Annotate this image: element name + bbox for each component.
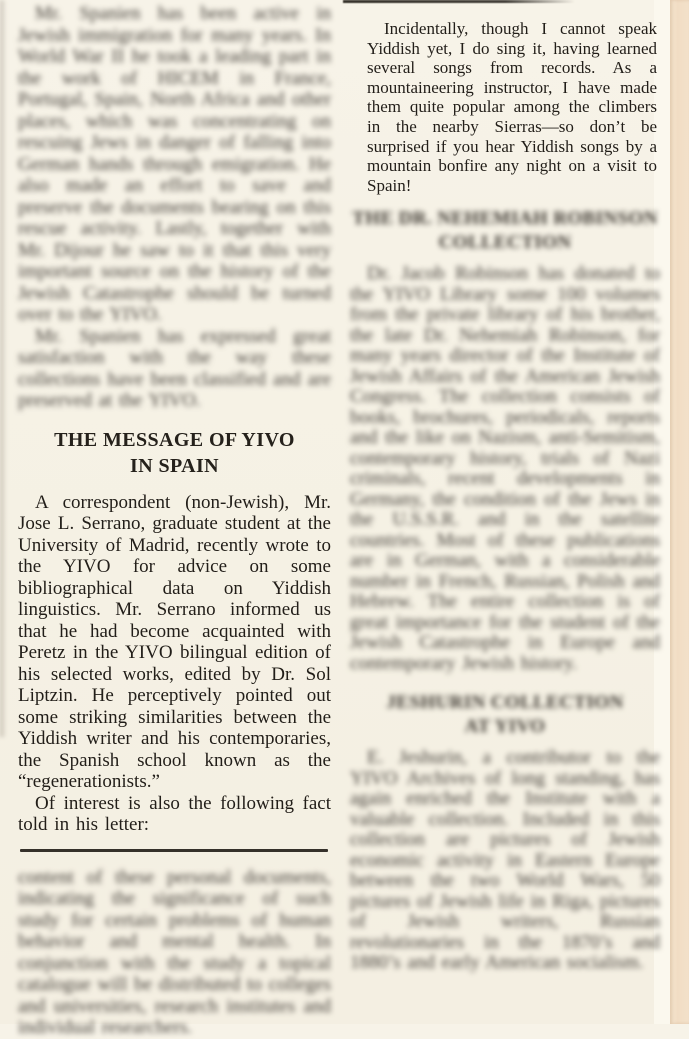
paragraph: Of interest is also the following fact told in his letter:: [18, 792, 331, 835]
paragraph: A correspondent (non-Jewish), Mr. Jose L. Serrano, graduate student at the University of Madrid, recently wrote to the YIVO for advice on some bibliographical data on Yiddish linguistics. Mr. Serrano informed us that he had become acquainted with Peretz in the YIVO bilingual edition of his selected works, edited by Dr. Sol Liptzin. He perceptively pointed out some striking similarities between the Yiddish writer and his contemporaries, the Spanish school known as the “regenerationists.”: [18, 491, 331, 792]
jeshurin-section-title-line1: JESHURIN COLLECTION: [386, 692, 624, 714]
robinson-section-title-line2: COLLECTION: [438, 232, 572, 254]
jeshurin-collection-section: [350, 691, 660, 974]
paragraph: Dr. Jacob Robinson has donated to the YIVO Library some 100 volumes from the private library of his brother, the late Dr. Nehemiah Robinson, for many years director of the Institute of Jewish Affairs of the American Jewish Congress. The collection consists of books, brochures, periodicals, reports and the like on Nazism, anti-Semitism, contemporary history, trials of Nazi criminals, recent developments in Germany, the condition of the Jews in the U.S.S.R. and in the satellite countries. Most of these publications are in German, with a considerable number in French, Russian, Polish and Hebrew. The entire collection is of great importance for the student of the Jewish Catastrophe in Europe and contemporary Jewish history.: [350, 263, 660, 674]
horizontal-divider-rule: [20, 849, 328, 852]
left-column: [18, 0, 331, 1039]
left-bottom-blurred-text: [18, 867, 331, 1039]
left-top-blurred-text: [18, 0, 331, 412]
scan-edge-shadow: [0, 0, 6, 737]
article-title-line1: THE MESSAGE OF YIVO: [54, 428, 295, 451]
jeshurin-section-title-line2: AT YIVO: [464, 716, 546, 738]
robinson-section-title-line1: THE DR. NEHEMIAH ROBINSON: [352, 208, 658, 230]
robinson-collection-section: [350, 207, 660, 674]
article-title: [18, 427, 331, 479]
right-column: [350, 0, 660, 974]
page-edge: [670, 0, 689, 1024]
paragraph: Incidentally, though I cannot speak Yiddish yet, I do sing it, having learned several songs from records. As a mountaineering instructor, I have made them quite popular among the climbers in the nearby Sierras—so don’t be surprised if you hear Yiddish songs by a mountain bonfire any night on a visit to Spain!: [367, 19, 657, 195]
paragraph: Mr. Spanien has expressed great satisfaction with the way these collections have been classified and are preserved at the YIVO.: [18, 325, 331, 411]
message-of-yivo-article: [18, 427, 331, 836]
paragraph: content of these personal documents, indicating the significance of such study for certain problems of human behavior and mental health. In conjunction with the study a topical catalogue will be distributed to colleges and universities, research institutes and individual researchers.: [18, 866, 331, 1038]
article-title-line2: IN SPAIN: [130, 454, 219, 477]
paragraph: Mr. Spanien has been active in Jewish immigration for many years. In World War II he took a leading part in the work of HICEM in France, Portugal, Spain, North Africa and other places, which was concentrating on rescuing Jews in danger of falling into German hands through emigration. He also made an effort to save and preserve the documents bearing on this rescue activity. Lastly, together with Mr. Dijour he saw to it that this very important source on the history of the Jewish Catastrophe should be turned over to the YIVO.: [18, 3, 331, 325]
jeshurin-section-title: [350, 691, 660, 739]
paragraph: E. Jeshurin, a contributor to the YIVO Archives of long standing, has again enriched the Institute with a valuable collection. Included in this collection are pictures of Jewish economic activity in Eastern Europe between the two World Wars, 50 pictures of Jewish life in Riga, pictures of Jewish writers, Russian revolutionaries in the 1870’s and 1880’s and early American socialism.: [350, 747, 660, 974]
letter-excerpt: [367, 19, 657, 195]
robinson-section-title: [350, 207, 660, 255]
